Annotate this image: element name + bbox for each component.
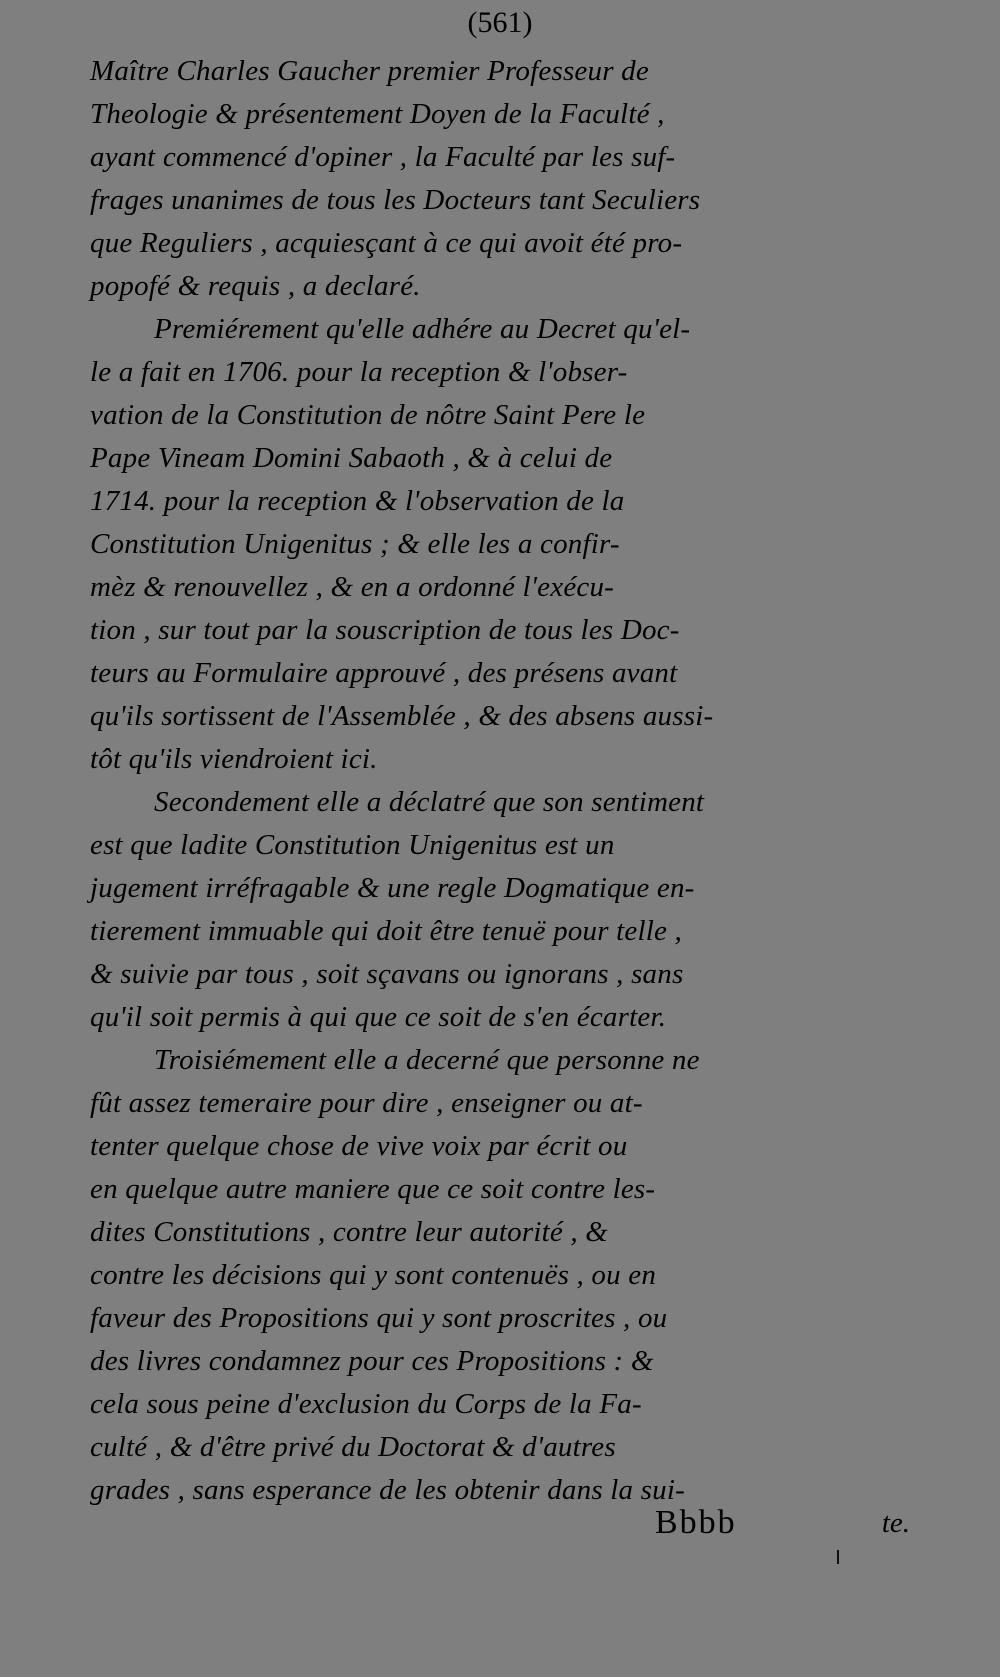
text-line: tenter quelque chose de vive voix par écrit ou (90, 1130, 628, 1162)
text-line: jugement irréfragable & une regle Dogmatique en- (90, 872, 695, 904)
text-line: grades , sans esperance de les obtenir dans la sui- (90, 1474, 685, 1506)
text-line: Theologie & présentement Doyen de la Faculté , (90, 98, 665, 130)
text-line: tierement immuable qui doit être tenuë pour telle , (90, 915, 682, 947)
text-line: frages unanimes de tous les Docteurs tant Seculiers (90, 184, 701, 216)
page-footer (90, 1499, 910, 1547)
catchword: te. (881, 1507, 910, 1539)
text-line: Pape Vineam Domini Sabaoth , & à celui de (90, 442, 613, 474)
text-line: cela sous peine d'exclusion du Corps de la Fa- (90, 1388, 642, 1420)
ink-mark (837, 1550, 839, 1564)
text-line: tion , sur tout par la souscription de tous les Doc- (90, 614, 680, 646)
text-line: contre les décisions qui y sont contenuës , ou en (90, 1259, 657, 1291)
text-line: popofé & requis , a declaré. (90, 270, 421, 302)
page-number: (561) (467, 6, 533, 39)
paragraph-start-line: Troisiémement elle a decerné que personne ne (154, 1044, 700, 1076)
text-line: Constitution Unigenitus ; & elle les a confir- (90, 528, 620, 560)
text-line: teurs au Formulaire approuvé , des présens avant (90, 657, 678, 689)
text-line: des livres condamnez pour ces Propositions : & (90, 1345, 654, 1377)
text-line: est que ladite Constitution Unigenitus est un (90, 829, 615, 861)
text-line: qu'ils sortissent de l'Assemblée , & des absens aussi- (90, 700, 714, 732)
text-line: culté , & d'être privé du Doctorat & d'autres (90, 1431, 616, 1463)
text-line: fût assez temeraire pour dire , enseigner ou at- (90, 1087, 643, 1119)
text-line: mèz & renouvellez , & en a ordonné l'exécu- (90, 571, 615, 603)
text-line: vation de la Constitution de nôtre Saint Pere le (90, 399, 646, 431)
text-line: tôt qu'ils viendroient ici. (90, 743, 378, 775)
paragraph-start-line: Secondement elle a déclatré que son sentiment (154, 786, 705, 818)
signature-mark: Bbbb (655, 1504, 737, 1541)
text-line: 1714. pour la reception & l'observation de la (90, 485, 625, 517)
text-line: faveur des Propositions qui y sont proscrites , ou (90, 1302, 668, 1334)
text-line: & suivie par tous , soit sçavans ou ignorans , sans (90, 958, 684, 990)
text-line: Maître Charles Gaucher premier Professeur de (90, 55, 649, 87)
text-line: le a fait en 1706. pour la reception & l'obser- (90, 356, 628, 388)
text-line: qu'il soit permis à qui que ce soit de s'en écarter. (90, 1001, 667, 1033)
text-line: en quelque autre maniere que ce soit contre les- (90, 1173, 656, 1205)
body-text (90, 50, 910, 1512)
text-line: que Reguliers , acquiesçant à ce qui avoit été pro- (90, 227, 683, 259)
paragraph-start-line: Premiérement qu'elle adhére au Decret qu'el- (154, 313, 691, 345)
text-line: dites Constitutions , contre leur autorité , & (90, 1216, 609, 1248)
text-line: ayant commencé d'opiner , la Faculté par les suf- (90, 141, 676, 173)
